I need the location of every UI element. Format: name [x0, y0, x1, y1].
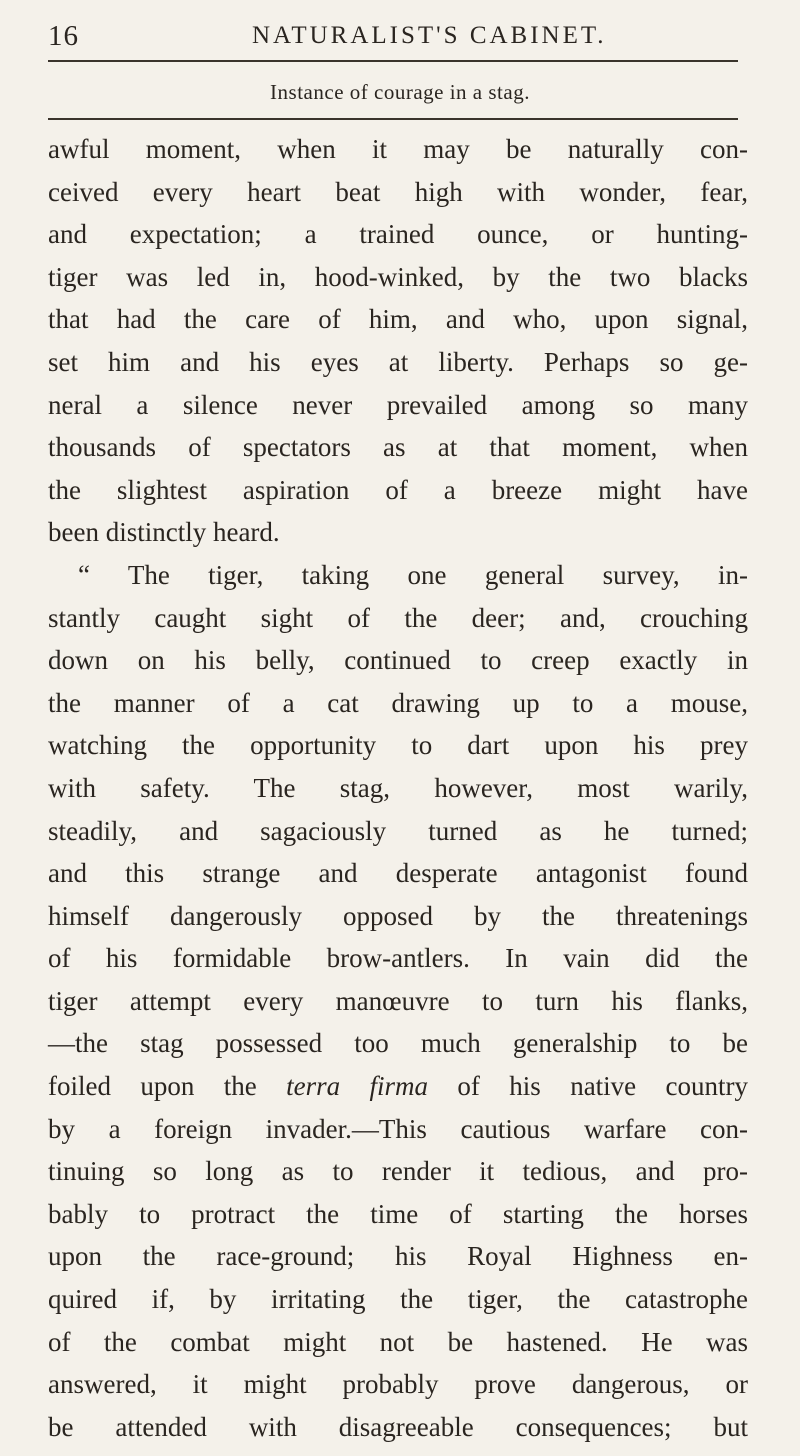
- text-line: by a foreign invader.—This cautious warfare con-: [48, 1113, 748, 1144]
- text-line: of his formidable brow-antlers. In vain did the: [48, 943, 748, 974]
- text-line: the manner of a cat drawing up to a mouse,: [48, 687, 748, 718]
- section-subheading: Instance of courage in a stag.: [270, 80, 530, 104]
- text-line: been distinctly heard.: [48, 517, 280, 548]
- text-line: of the combat might not be hastened. He was: [48, 1326, 748, 1357]
- text-line: ceived every heart beat high with wonder, fear,: [48, 176, 748, 207]
- text-line: with safety. The stag, however, most warily,: [48, 772, 748, 803]
- text-line: upon the race-ground; his Royal Highness en-: [48, 1241, 748, 1272]
- text-line: quired if, by irritating the tiger, the catastrophe: [48, 1284, 748, 1315]
- text-line: stantly caught sight of the deer; and, crouching: [48, 602, 748, 633]
- text-line: thousands of spectators as at that moment, when: [48, 432, 748, 463]
- italic-phrase: terra firma: [286, 1071, 429, 1102]
- header-rule-bottom: [48, 118, 738, 120]
- text-line: tiger was led in, hood-winked, by the two blacks: [48, 261, 748, 292]
- text-line: —the stag possessed too much generalship to be: [48, 1028, 748, 1059]
- text-line: tinuing so long as to render it tedious, and pro-: [48, 1156, 748, 1187]
- text-line: tiger attempt every manœuvre to turn his flanks,: [48, 985, 748, 1016]
- text-segment: of his native country: [457, 1071, 749, 1102]
- running-head: [48, 20, 748, 54]
- body-text: [48, 128, 748, 1448]
- header-rule-top: [48, 60, 738, 62]
- text-line: neral a silence never prevailed among so many: [48, 389, 748, 420]
- text-line: and expectation; a trained ounce, or hunting-: [48, 219, 748, 250]
- text-line: and this strange and desperate antagonist found: [48, 858, 748, 889]
- page-number: 16: [48, 20, 79, 52]
- text-line: “ The tiger, taking one general survey, in-: [78, 559, 748, 590]
- running-title: NATURALIST'S CABINET.: [252, 22, 607, 49]
- text-line: himself dangerously opposed by the threatenings: [48, 900, 748, 931]
- text-line-italic: [48, 1065, 748, 1108]
- text-line: bably to protract the time of starting the horses: [48, 1198, 748, 1229]
- text-line: answered, it might probably prove dangerous, or: [48, 1369, 748, 1400]
- text-line: down on his belly, continued to creep exactly in: [48, 645, 748, 676]
- text-line: steadily, and sagaciously turned as he turned;: [48, 815, 748, 846]
- text-line: be attended with disagreeable consequences; but: [48, 1411, 748, 1442]
- text-segment: foiled upon the: [48, 1071, 257, 1102]
- text-line: the slightest aspiration of a breeze might have: [48, 474, 748, 505]
- text-line: set him and his eyes at liberty. Perhaps so ge-: [48, 346, 748, 377]
- text-line: awful moment, when it may be naturally con-: [48, 134, 748, 164]
- text-line: that had the care of him, and who, upon signal,: [48, 304, 748, 335]
- text-line: watching the opportunity to dart upon his prey: [48, 730, 748, 761]
